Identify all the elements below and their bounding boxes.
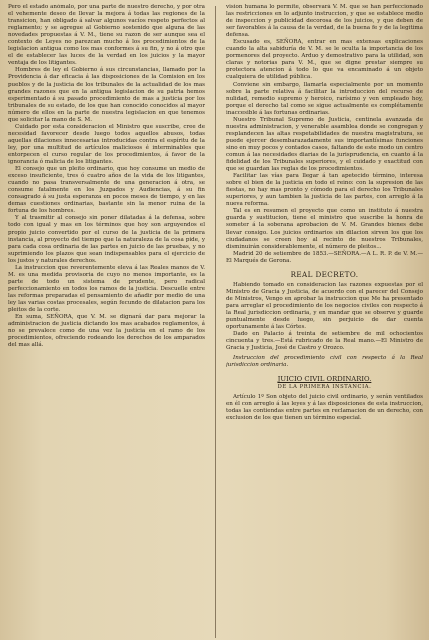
left-paragraph-6: La instruccion que reverentemente eleva á las Reales manos de V. M. es una medida provisoria de cuyo no menos importante, es la parte de todo un sistema de prudente, pero radical perfeccionamiento en todos los ramos de la justicia. Descuelle entre las reformas preparadas el pensamiento de añadir por medio de una ley las varias costas procesales, según fecundo de dilatacion para los pleitos de la corte.	[8, 264, 205, 314]
right-paragraph-5: Facilitar las vías para llegar á tan apetecido término, interesa sobre el bien de la justicia en todo el reino: con la supresion de las fiestas, no hay mas pronto y cómodo para el derecho los Tribunales superiores, y aun tambien la justicia de las partes, con arreglo á la nueva reforma.	[226, 173, 423, 208]
section-subtitle: DE LA PRIMERA INSTANCIA.	[277, 384, 372, 391]
signature-line: Madrid 20 de setiembre de 1853.—SEÑORA.—A L. R. P. de V. M.—El Marqués de Gerona.	[226, 250, 423, 264]
right-paragraph-3: Conviene sin embargo, llamarla especialmente por un momento sobre la parte relativa á facilitar la introduccion del recurso de nulidad, remedio supremo y heroico, rarísimo y ven empleado hoy, porque el derecho tal como se sigue actualmente es complétamente inaccesible á las fortunas ordinarias.	[226, 81, 423, 116]
two-column-layout	[8, 4, 423, 640]
left-column	[8, 4, 205, 640]
right-paragraph-4: Nuestro Tribunal Supremo de Justicia, centinela avanzada de nuestra administracion, y venerable asamblea donde se congregan y resplandecen las altas respetabilidades de nuestra magistratura, se puede ejercer desembarazadamente sus importantísimas funciones sino en muy pocos y contados casos, faltando de este modo un centro comun á las necesidades diarias de la jurisprudencia, en cuanto á la fidelidad de los Tribunales superiores, y el cuidado y exactitud con que se guardan las reglas de los procedimientos.	[226, 116, 423, 173]
right-paragraph-2: Escusado es, SEÑORA, entrar en mas extensas explicaciones cuando la alta sabiduría de V. M. se le oculta la importancia de los pormenores del proyecto. Arduo y demostrativo para la utilidad, son claras y notorias para V. M., que se digne prestar siempre su protectora atencion á todo lo que va encaminado á un objeto cualquiera de utilidad pública.	[226, 39, 423, 81]
column-divider	[215, 6, 216, 638]
right-column	[226, 4, 423, 640]
left-paragraph-2: Hombres de ley el Gobierno á sus circunstancias, llamado por la Providencia á dar eficacia á las disposiciones de la Comision en los pueblos y de la justicia de los tribunales de la actualidad de los mas grandes razones que en la antigua legislacion de su patria hemos esperimentado á su pasado procedimiento de mas a justicia por los tribunales de su estado, de los que han conocido conocidos al mayor número de ellos en la parte de nuestra legislacion en que tenemos que solicitar la mano de S. M.	[8, 67, 205, 123]
decree-paragraph-2: Dado en Palacio á treinta de setiembre de mil ochocientos cincuenta y tres.—Está rubricado de la Real mano.—El Ministro de Gracia y Justicia, José de Castro y Orozco.	[226, 331, 423, 352]
left-paragraph-5: Y al trasmitir al consejo sin poner dilatadas á la defensa, sobre todo con igual y mas en los términos que hoy son arguyendos el propio juicio convertido por el curso de la justicia de la primera instancia, al proyecto del tiempo que la naturaleza de la cosa pide, y para cada cosa ordinaria de las partes en juicio de las pruebas, y no suprimiendo los plazos que sean indispensables para el ejercicio de los justos y naturales derechos.	[8, 215, 205, 264]
left-paragraph-4: El consejo que un pleito ordinario, que hoy consume un medio de exceso insuficiente, tres ó cuatro años de la vida de los litigantes, cuando no pasa transversalmente de una generacion á otra, se consume fatalmente en los Juzgados y Audiencias, á su fin consagrado á su justa esperanza en pocos meses de tiempo, y en las demas cuestiones ordinarias, bastante sin la menor ruina de la fortuna de los hombres.	[8, 166, 205, 215]
left-paragraph-3: Cuidado por esta consideracion el Ministro que suscribe, cree de necesidad favorecer desde luego todos aquellos abusos, todas aquellas dilaciones innecesarias introducidas contra el espíritu de la ley, por una multitud de artículos maliciosos é interminables que entorpecen el curso regular de los procedimientos, á favor de la ignorancia ó malicia de los litigantes.	[8, 123, 205, 166]
right-paragraph-1: vision humana lo permite, observará V. M. que se han perfeccionado las restricciones en lo adjunto instruccion, y que se establece medio de inspeccion y publicidad decorosa de los juicios, y que deben de ser favorables á la causa de la verdad, de la buena fe y de la legitima defensa.	[226, 4, 423, 39]
right-paragraph-6: Tal es en resumen el proyecto que como un instituto á nuestra guarda y sustitucion, tiene el ministro que suscribe la honra de someter á la soberana aprobacion de V. M. Grandes bienes debe llevar consigo. Los juicios ordinarios sin dilacion sirven los que los ciudadanos se creen hoy al recinto de nuestros Tribunales, disminuirán considerablemente, el número de pleitos...	[226, 208, 423, 250]
section-title: JUICIO CIVIL ORDINARIO.	[277, 375, 372, 384]
decree-title: REAL DECRETO.	[290, 269, 359, 279]
decree-paragraph-1: Habiendo tomado en consideracion las razones expuestas por el Ministro de Gracia y Justicia, de acuerdo con el parecer del Consejo de Ministros, Vengo en aprobar la instruccion que Me ha presentado para arreglar el procedimiento de los negocios civiles con respecto á la Real jurisdiccion ordinaria, y en mandar que se observe y guarde puntualmente desde luego, sin perjuicio de dar cuenta oportunamente á las Córtes.	[226, 281, 423, 331]
article-1: Artículo 1º Son objeto del juicio civil ordinario, y serán ventilados en él con arreglo á las leyes y á las disposiciones de esta instruccion, todas las contiendas entre partes en reclamacion de un derecho, con exclusion de los que tienen un término especial.	[226, 394, 423, 422]
instruction-heading: Instruccion del procedimiento civil con respecto á la Real jurisdiccion ordinaria.	[226, 355, 423, 369]
left-paragraph-1: Pero el estado anómalo, por una parte de nuestro derecho, y por otra el vehemente deseo de llevar la mejora á todas las regiones de la transicion, han obligado á salvar algunos vacíos respeto perfectos al reglamento; y se agregue al Gobierno sostenido que alguna de las novedades propuestas á V. M., tiene su razon de ser aunque sea el contexto de Leyes no parezcan mucho á los procedimientos de la legislacion antigua como los mas conformes á su fin, y no á otro que el de establecer las luces de la verdad en los juicios y la mayor ventaja de los litigantes.	[8, 4, 205, 67]
left-paragraph-7: En suma, SEÑORA, que V. M. se dignará dar para mejorar la administracion de justicia dictando los mas acabados reglamentos, á no se prevalece como de una vez la justicia en el ramo de los procedimientos, ofreciendo rodeando los derechos de los amparados del mas allá.	[8, 314, 205, 349]
